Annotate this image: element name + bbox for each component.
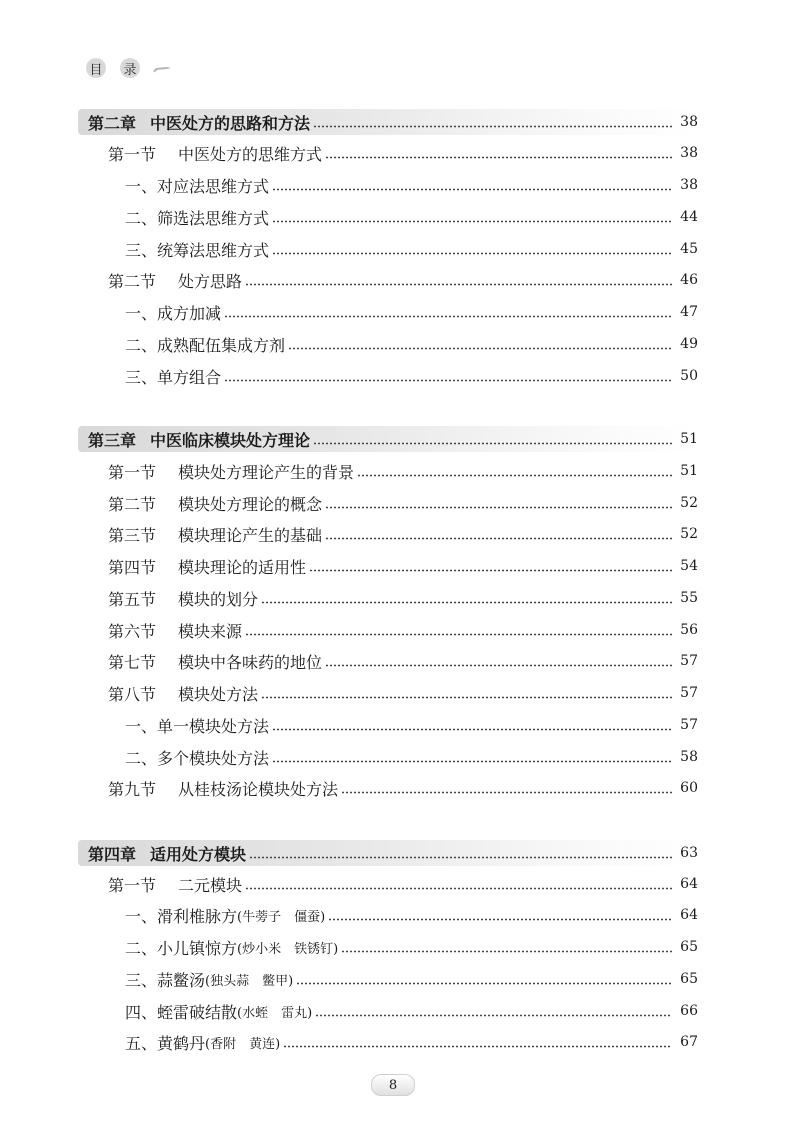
leader-dots [313,125,672,128]
leader-dots [325,537,672,540]
section-label: 第九节 [108,779,157,799]
subsection-row[interactable] [78,363,698,389]
section-row[interactable] [78,775,698,801]
subsection-row[interactable] [78,204,698,230]
subsection-title: 三、单方组合 [125,367,222,387]
leader-dots [224,315,672,318]
subsection-row[interactable] [78,966,698,992]
chapter-row[interactable] [78,109,698,135]
section-title: 模块处方理论产生的背景 [178,462,355,482]
page-number: 65 [680,939,698,955]
chapter-row[interactable] [78,426,698,452]
section-row[interactable] [78,553,698,579]
section-title: 中医处方的思维方式 [178,144,323,164]
page-number: 64 [680,876,698,892]
leader-dots [249,856,672,859]
section-label: 第一节 [108,462,157,482]
page-number: 52 [680,526,698,542]
page-number: 46 [680,272,698,288]
subsection-row[interactable] [78,934,698,960]
page-number: 56 [680,622,698,638]
chapter-title: 适用处方模块 [150,844,247,864]
leader-dots [245,283,672,286]
section-row[interactable] [78,585,698,611]
leader-dots [325,156,672,159]
subsection-row[interactable] [78,712,698,738]
leader-dots [272,760,672,763]
section-title: 从桂枝汤论模块处方法 [178,779,339,799]
subsection-ingredients: (牛蒡子 僵蚕) [237,909,326,925]
subsection-ingredients: (独头蒜 鳖甲) [205,973,294,989]
leader-dots [272,252,672,255]
leader-dots [272,188,672,191]
leader-dots [296,982,672,985]
page-number: 54 [680,558,698,574]
page-number: 49 [680,336,698,352]
subsection-title: 二、多个模块处方法 [125,748,270,768]
leader-dots [224,379,672,382]
section-title: 模块处方理论的概念 [178,494,323,514]
subsection-row[interactable] [78,172,698,198]
subsection-title: 五、黄鹤丹 [125,1033,206,1053]
section-row[interactable] [78,871,698,897]
page-number: 57 [680,685,698,701]
header-char-mu: 目 [86,58,106,78]
page-number: 51 [680,463,698,479]
subsection-row[interactable] [78,1029,698,1055]
section-row[interactable] [78,490,698,516]
section-label: 第六节 [108,621,157,641]
subsection-title: 二、筛选法思维方式 [125,208,270,228]
subsection-row[interactable] [78,744,698,770]
chapter-label: 第二章 [88,113,137,133]
page-number: 44 [680,209,698,225]
page-number: 57 [680,653,698,669]
leader-dots [261,696,672,699]
page-number: 50 [680,368,698,384]
section-label: 第一节 [108,875,157,895]
section-row[interactable] [78,458,698,484]
leader-dots [325,664,672,667]
section-title: 模块理论产生的基础 [178,525,323,545]
leader-dots [272,220,672,223]
leader-dots [341,950,672,953]
section-title: 模块理论的适用性 [178,557,307,577]
section-label: 第七节 [108,652,157,672]
leader-dots [261,601,672,604]
page-number: 38 [680,177,698,193]
leader-dots [283,1045,672,1048]
leader-dots [341,791,672,794]
page-number: 63 [680,845,698,861]
page-number: 60 [680,780,698,796]
subsection-row[interactable] [78,902,698,928]
subsection-title: 一、对应法思维方式 [125,176,270,196]
subsection-row[interactable] [78,331,698,357]
subsection-title: 二、成熟配伍集成方剂 [125,335,286,355]
subsection-ingredients: (炒小米 铁锈钉) [237,941,339,957]
section-title: 模块处方法 [178,684,259,704]
page-number: 47 [680,304,698,320]
leader-dots [309,569,672,572]
page-number: 66 [680,1003,698,1019]
chapter-label: 第三章 [88,430,137,450]
section-title: 模块中各味药的地位 [178,652,323,672]
section-title: 二元模块 [178,875,243,895]
subsection-title: 一、单一模块处方法 [125,716,270,736]
leader-dots [272,728,672,731]
page-number: 38 [680,114,698,130]
subsection-title: 一、成方加减 [125,303,222,323]
page-number: 58 [680,749,698,765]
leader-dots [245,633,672,636]
section-row[interactable] [78,617,698,643]
subsection-ingredients: (香附 黄连) [205,1036,281,1052]
section-row[interactable] [78,267,698,293]
section-label: 第二节 [108,494,157,514]
page-number: 38 [680,145,698,161]
subsection-title: 二、小儿镇惊方 [125,938,238,958]
section-label: 第五节 [108,589,157,609]
leader-dots [313,442,672,445]
leader-dots [325,506,672,509]
page-number-footer: 8 [371,1074,415,1096]
page-number: 45 [680,241,698,257]
subsection-row[interactable] [78,299,698,325]
chapter-row[interactable] [78,840,698,866]
section-row[interactable] [78,648,698,674]
subsection-row[interactable] [78,236,698,262]
section-label: 第四节 [108,557,157,577]
section-row[interactable] [78,521,698,547]
section-label: 第二节 [108,271,157,291]
page-number: 55 [680,590,698,606]
chapter-title: 中医处方的思路和方法 [150,113,311,133]
subsection-title: 四、蛭雷破结散 [125,1002,238,1022]
chapter-label: 第四章 [88,844,137,864]
subsection-row[interactable] [78,998,698,1024]
section-title: 模块来源 [178,621,243,641]
subsection-ingredients: (水蛭 雷丸) [237,1005,313,1021]
section-title: 处方思路 [178,271,243,291]
leader-dots [328,918,672,921]
page-number: 65 [680,971,698,987]
section-title: 模块的划分 [178,589,259,609]
subsection-title: 三、蒜鳖汤 [125,970,206,990]
leader-dots [245,887,672,890]
page-number: 51 [680,431,698,447]
section-label: 第一节 [108,144,157,164]
section-label: 第三节 [108,525,157,545]
chapter-title: 中医临床模块处方理论 [150,430,311,450]
section-row[interactable] [78,680,698,706]
page-number: 52 [680,495,698,511]
page-number: 57 [680,717,698,733]
leader-dots [357,474,672,477]
section-label: 第八节 [108,684,157,704]
page-number: 67 [680,1034,698,1050]
leader-dots [315,1014,672,1017]
leader-dots [288,347,672,350]
header-char-lu: 录 [120,58,140,78]
section-row[interactable] [78,140,698,166]
subsection-title: 三、统筹法思维方式 [125,240,270,260]
page-number: 64 [680,907,698,923]
subsection-title: 一、滑利椎脉方 [125,906,238,926]
